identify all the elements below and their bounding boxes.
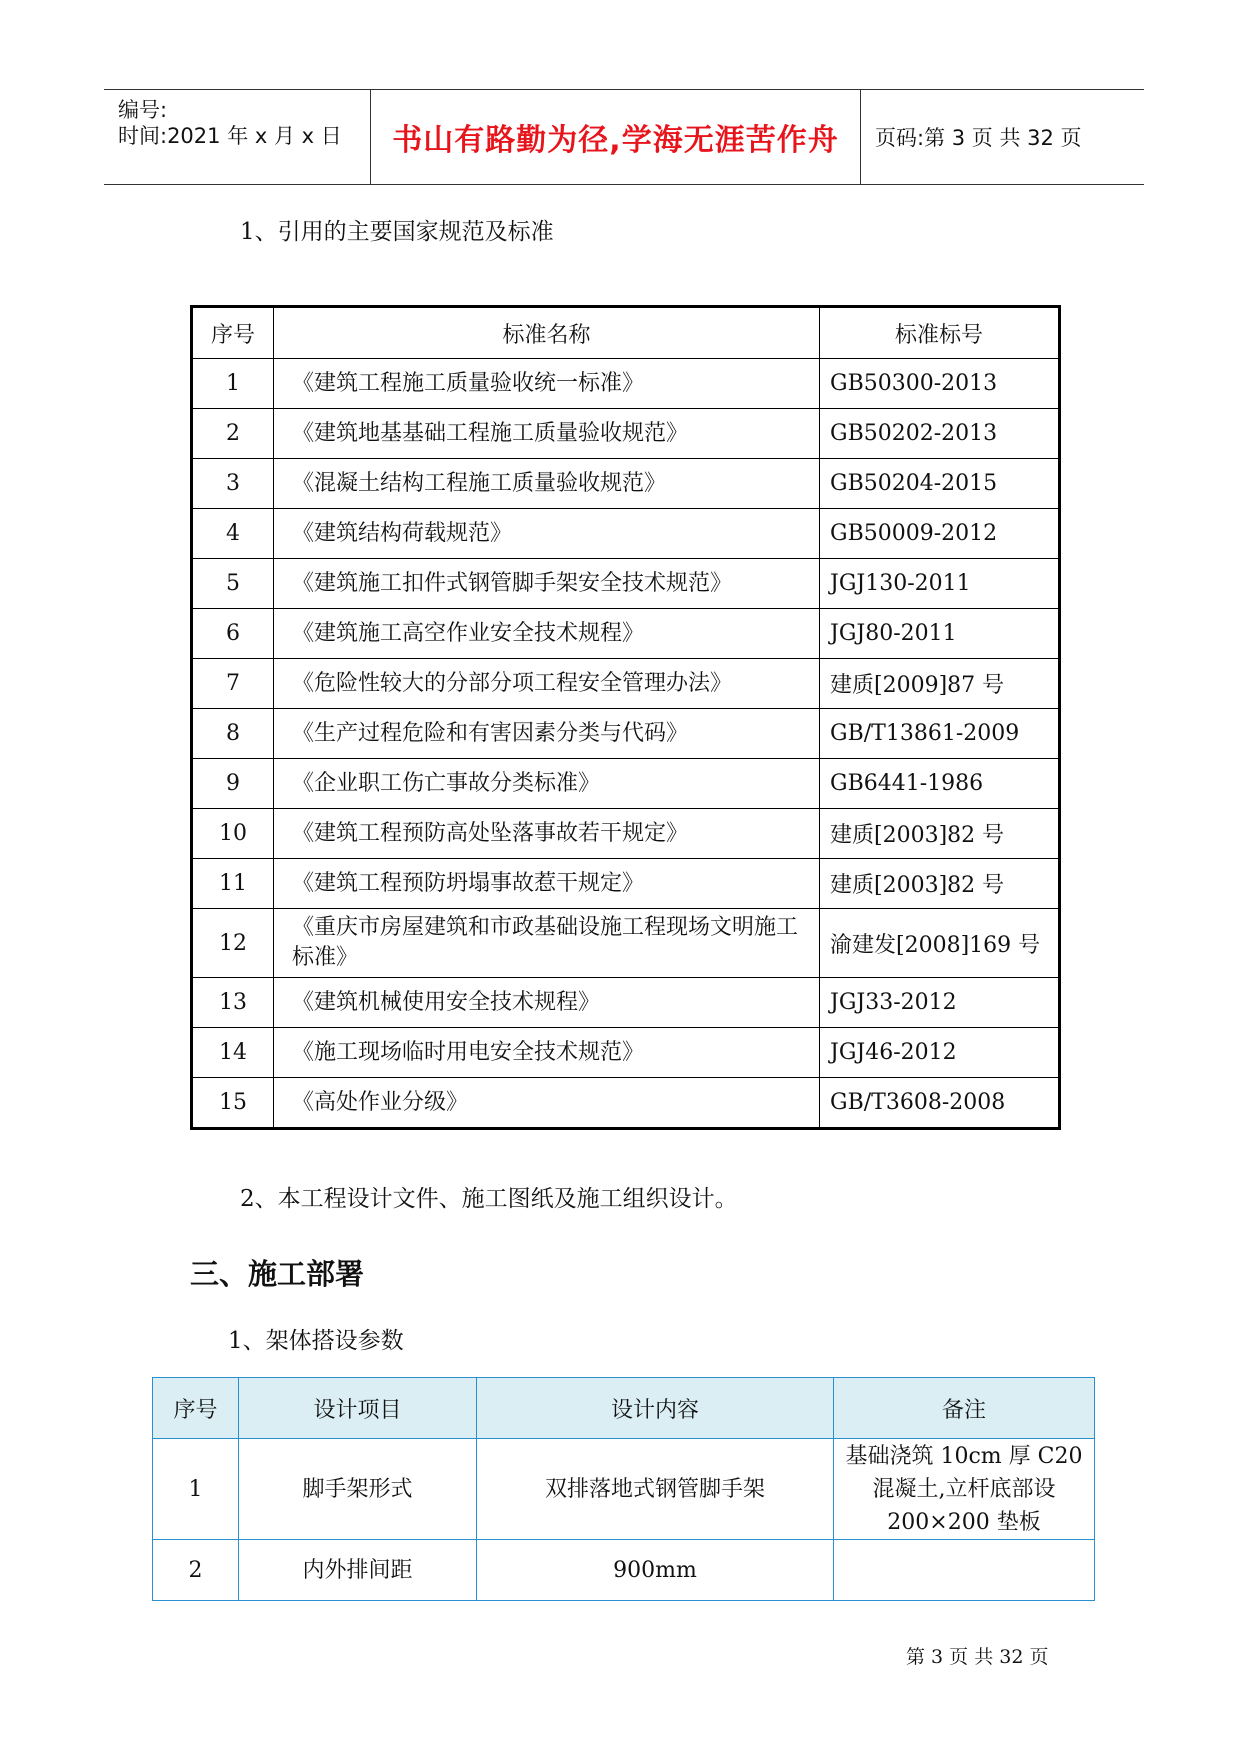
table-row [153, 1439, 1095, 1540]
table-header-row [153, 1378, 1095, 1439]
row-no: 4 [192, 509, 274, 559]
row-code: JGJ130-2011 [820, 559, 1060, 609]
standards-heading: 1、引用的主要国家规范及标准 [240, 219, 554, 245]
row-no: 9 [192, 759, 274, 809]
row-no: 8 [192, 709, 274, 759]
column-header-code: 标准标号 [820, 307, 1060, 359]
row-no: 2 [192, 409, 274, 459]
row-no: 3 [192, 459, 274, 509]
row-remark: 基础浇筑 10cm 厚 C20 混凝土,立杆底部设 200×200 垫板 [834, 1439, 1095, 1540]
table-row [192, 909, 1060, 978]
row-no: 12 [192, 909, 274, 978]
row-item: 脚手架形式 [239, 1439, 477, 1540]
table-row [192, 978, 1060, 1028]
table-row [192, 509, 1060, 559]
row-code: 建质[2009]87 号 [820, 659, 1060, 709]
row-no: 13 [192, 978, 274, 1028]
column-header-content: 设计内容 [477, 1378, 834, 1439]
header-page-cell [861, 90, 1144, 184]
row-code: JGJ33-2012 [820, 978, 1060, 1028]
row-content: 双排落地式钢管脚手架 [477, 1439, 834, 1540]
table-row [192, 609, 1060, 659]
row-name: 《重庆市房屋建筑和市政基础设施工程现场文明施工标准》 [274, 909, 820, 978]
row-code: GB50202-2013 [820, 409, 1060, 459]
column-header-no: 序号 [192, 307, 274, 359]
table-row [192, 759, 1060, 809]
page-footer: 第 3 页 共 32 页 [906, 1646, 1049, 1668]
header-page-info: 页码:第 3 页 共 32 页 [875, 126, 1082, 150]
row-remark [834, 1540, 1095, 1601]
row-code: JGJ80-2011 [820, 609, 1060, 659]
document-number-label: 编号: [118, 98, 168, 122]
table-row [192, 809, 1060, 859]
row-code: 建质[2003]82 号 [820, 809, 1060, 859]
row-name: 《建筑工程预防坍塌事故惹干规定》 [274, 859, 820, 909]
row-code: JGJ46-2012 [820, 1028, 1060, 1078]
table-row [192, 559, 1060, 609]
table-row [192, 659, 1060, 709]
row-code: 渝建发[2008]169 号 [820, 909, 1060, 978]
header-motto-cell [370, 90, 861, 184]
subsection-heading: 1、架体搭设参数 [228, 1328, 404, 1354]
row-item: 内外排间距 [239, 1540, 477, 1601]
row-code: GB/T3608-2008 [820, 1078, 1060, 1129]
row-name: 《生产过程危险和有害因素分类与代码》 [274, 709, 820, 759]
row-name: 《建筑机械使用安全技术规程》 [274, 978, 820, 1028]
column-header-remark: 备注 [834, 1378, 1095, 1439]
row-no: 1 [153, 1439, 239, 1540]
header-meta [104, 90, 370, 184]
table-row [192, 709, 1060, 759]
row-no: 7 [192, 659, 274, 709]
design-documents-text: 2、本工程设计文件、施工图纸及施工组织设计。 [240, 1186, 738, 1212]
row-no: 10 [192, 809, 274, 859]
scaffold-parameters-table [152, 1377, 1095, 1601]
row-name: 《建筑结构荷载规范》 [274, 509, 820, 559]
table-row [153, 1540, 1095, 1601]
row-no: 2 [153, 1540, 239, 1601]
row-code: GB6441-1986 [820, 759, 1060, 809]
row-code: 建质[2003]82 号 [820, 859, 1060, 909]
row-name: 《施工现场临时用电安全技术规范》 [274, 1028, 820, 1078]
row-no: 15 [192, 1078, 274, 1129]
table-row [192, 1078, 1060, 1129]
row-no: 5 [192, 559, 274, 609]
row-name: 《危险性较大的分部分项工程安全管理办法》 [274, 659, 820, 709]
column-header-no: 序号 [153, 1378, 239, 1439]
row-name: 《混凝土结构工程施工质量验收规范》 [274, 459, 820, 509]
table-row [192, 1028, 1060, 1078]
document-time-label: 时间:2021 年 x 月 x 日 [118, 124, 342, 148]
header-motto: 书山有路勤为径,学海无涯苦作舟 [392, 123, 839, 158]
row-name: 《建筑工程施工质量验收统一标准》 [274, 359, 820, 409]
standards-table [190, 305, 1061, 1130]
table-row [192, 859, 1060, 909]
row-no: 6 [192, 609, 274, 659]
table-row [192, 359, 1060, 409]
row-name: 《企业职工伤亡事故分类标准》 [274, 759, 820, 809]
row-code: GB/T13861-2009 [820, 709, 1060, 759]
row-name: 《建筑工程预防高处坠落事故若干规定》 [274, 809, 820, 859]
table-header-row [192, 307, 1060, 359]
row-no: 11 [192, 859, 274, 909]
row-no: 14 [192, 1028, 274, 1078]
row-code: GB50009-2012 [820, 509, 1060, 559]
column-header-name: 标准名称 [274, 307, 820, 359]
table-row [192, 409, 1060, 459]
row-name: 《建筑地基基础工程施工质量验收规范》 [274, 409, 820, 459]
row-name: 《建筑施工高空作业安全技术规程》 [274, 609, 820, 659]
row-code: GB50300-2013 [820, 359, 1060, 409]
row-name: 《建筑施工扣件式钢管脚手架安全技术规范》 [274, 559, 820, 609]
row-content: 900mm [477, 1540, 834, 1601]
column-header-item: 设计项目 [239, 1378, 477, 1439]
row-no: 1 [192, 359, 274, 409]
page-header [104, 89, 1144, 185]
row-name: 《高处作业分级》 [274, 1078, 820, 1129]
row-code: GB50204-2015 [820, 459, 1060, 509]
table-row [192, 459, 1060, 509]
section-title: 三、施工部署 [190, 1257, 365, 1291]
